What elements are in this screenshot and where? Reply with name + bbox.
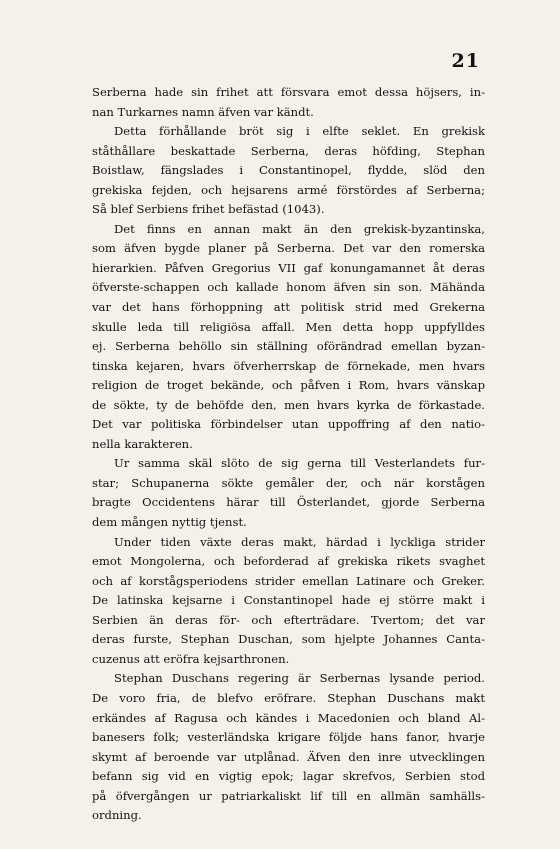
text-line: var det hans förhoppning att politisk strid med Grekerna <box>92 300 485 315</box>
text-line: och af korstågsperiodens strider emellan Latinare och Greker. <box>92 573 485 588</box>
text-line: Ur samma skäl slöto de sig gerna till Vesterlandets fur- <box>114 456 485 471</box>
paragraph <box>92 533 485 670</box>
text-line: Det var politiska förbindelser utan uppoffring af den natio- <box>92 417 485 432</box>
text-line: Detta förhållande bröt sig i elfte seklet. En grekisk <box>114 124 485 139</box>
paragraph <box>92 122 485 220</box>
text-line: som äfven bygde planer på Serberna. Det var den romerska <box>92 241 485 256</box>
text-line: religion de troget bekände, och påfven i Rom, hvars vänskap <box>92 378 485 393</box>
text-line: bragte Occidentens härar till Österlandet, gjorde Serberna <box>92 495 485 510</box>
text-line: Serbien än deras för- och efterträdare. Tvertom; det var <box>92 612 485 627</box>
text-line: de sökte, ty de behöfde den, men hvars kyrka de förkastade. <box>92 397 485 412</box>
text-line: banesers folk; vesterländska krigare följde hans fanor, hvarje <box>92 730 485 745</box>
page-number: 21 <box>451 50 480 72</box>
text-line: Boistlaw, fängslades i Constantinopel, flydde, slöd den <box>92 163 485 178</box>
text-line: ståthållare beskattade Serberna, deras höfding, Stephan <box>92 143 485 158</box>
text-line: skulle leda till religiösa affall. Men detta hopp uppfylldes <box>92 319 485 334</box>
text-line: cuzenus att eröfra kejsarthronen. <box>92 651 290 666</box>
text-line: Det finns en annan makt än den grekisk-byzantinska, <box>114 221 485 236</box>
text-line: skymt af beroende var utplånad. Äfven den inre utvecklingen <box>92 749 485 764</box>
text-line: De voro fria, de blefvo eröfrare. Stephan Duschans makt <box>92 690 485 705</box>
text-line: tinska kejaren, hvars öfverherrskap de förnekade, men hvars <box>92 358 485 373</box>
text-line: star; Schupanerna sökte gemåler der, och när korstågen <box>92 475 485 490</box>
text-line: erkändes af Ragusa och kändes i Macedonien och bland Al- <box>92 710 485 725</box>
text-line: emot Mongolerna, och beforderad af grekiska rikets svaghet <box>92 554 485 569</box>
text-line: dem mången nyttig tjenst. <box>92 515 247 530</box>
text-line: hierarkien. Påfven Gregorius VII gaf konungamannet åt deras <box>92 260 485 275</box>
body-text <box>92 83 485 826</box>
text-line: ordning. <box>92 808 142 823</box>
text-line: deras furste, Stephan Duschan, som hjelpte Johannes Canta- <box>92 632 485 647</box>
text-line: Så blef Serbiens frihet befästad (1043). <box>92 202 325 217</box>
text-line: öfverste-schappen och kallade honom äfven sin son. Mähända <box>92 280 485 295</box>
paragraph <box>92 83 485 122</box>
text-line: befann sig vid en vigtig epok; lagar skrefvos, Serbien stod <box>92 769 485 784</box>
paragraph <box>92 220 485 455</box>
text-line: nan Turkarnes namn äfven var kändt. <box>92 104 314 119</box>
text-line: Under tiden växte deras makt, härdad i lyckliga strider <box>114 534 485 549</box>
paragraph <box>92 454 485 532</box>
text-line: Serberna hade sin frihet att försvara emot dessa höjsers, in- <box>92 85 485 99</box>
text-line: nella karakteren. <box>92 436 193 451</box>
text-line: De latinska kejsarne i Constantinopel hade ej större makt i <box>92 593 485 608</box>
text-line: på öfvergången ur patriarkaliskt lif till en allmän samhälls- <box>92 788 485 803</box>
text-line: Stephan Duschans regering är Serbernas lysande period. <box>114 671 485 686</box>
text-line: grekiska fejden, och hejsarens armé förstördes af Serberna; <box>92 182 485 197</box>
paragraph <box>92 669 485 825</box>
text-line: ej. Serberna behöllo sin ställning oförändrad emellan byzan- <box>92 339 485 354</box>
